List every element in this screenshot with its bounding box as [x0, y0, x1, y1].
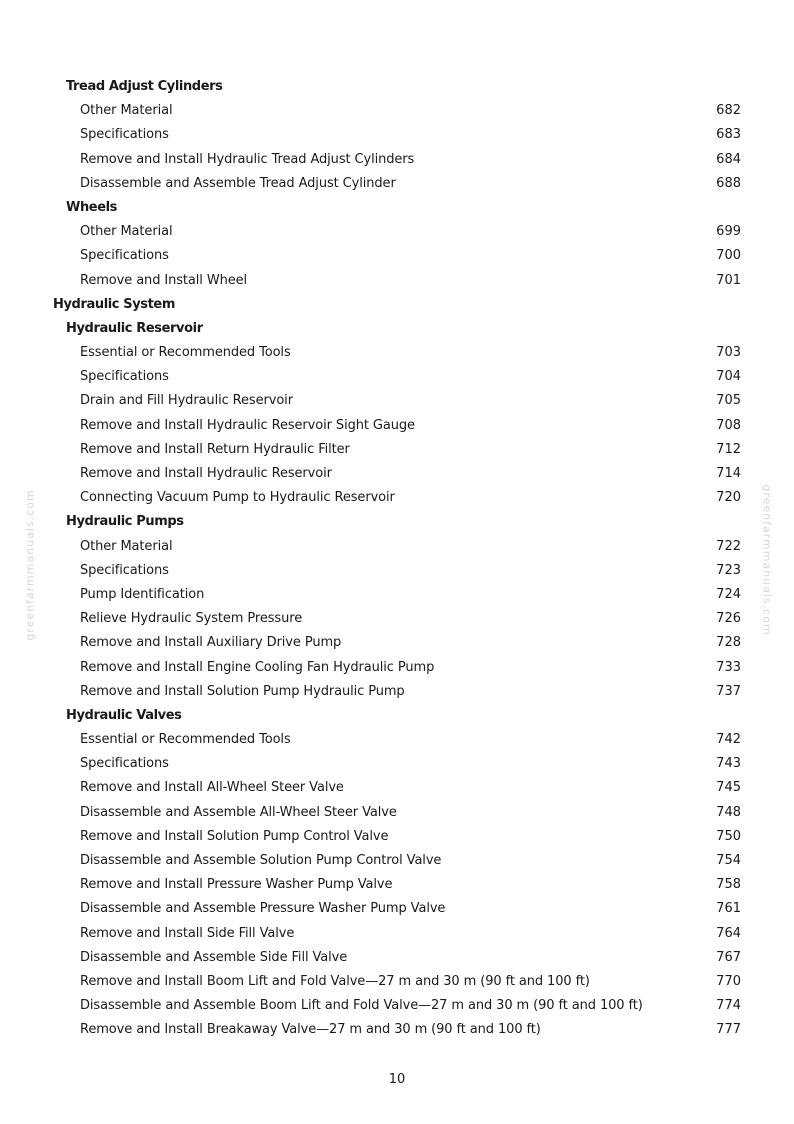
- toc-entry-title: Disassemble and Assemble Pressure Washer Pump Valve: [80, 901, 446, 917]
- toc-entry-page: 700: [716, 248, 741, 264]
- toc-entry[interactable]: [0, 269, 794, 293]
- toc-entry[interactable]: [0, 559, 794, 583]
- toc-entry[interactable]: [0, 486, 794, 510]
- toc-entry-title: Disassemble and Assemble Side Fill Valve: [80, 949, 348, 965]
- toc-entry-title: Remove and Install Engine Cooling Fan Hydraulic Pump: [80, 659, 435, 675]
- toc-entry-title: Other Material: [80, 103, 173, 119]
- toc-entry-page: 712: [716, 441, 741, 457]
- toc-entry-page: 724: [716, 586, 741, 602]
- toc-entry[interactable]: [0, 607, 794, 631]
- watermark-left: greenfarmmanuals.com: [23, 489, 37, 641]
- toc-entry[interactable]: [0, 656, 794, 680]
- toc-entry-title: Remove and Install Breakaway Valve—27 m and 30 m (90 ft and 100 ft): [80, 1022, 541, 1038]
- toc-entry-title: Other Material: [80, 224, 173, 240]
- toc-entry-title: Hydraulic Pumps: [66, 514, 184, 530]
- toc-entry-title: Disassemble and Assemble Boom Lift and Fold Valve—27 m and 30 m (90 ft and 100 ft): [80, 998, 643, 1014]
- toc-entry-title: Other Material: [80, 538, 173, 554]
- toc-entry-title: Pump Identification: [80, 586, 205, 602]
- toc-chapter-heading: [0, 293, 794, 317]
- toc-entry-page: 745: [716, 780, 741, 796]
- toc-entry-page: 764: [716, 925, 741, 941]
- toc-entry-page: 704: [716, 369, 741, 385]
- toc-entry-page: 777: [716, 1022, 741, 1038]
- toc-entry[interactable]: [0, 365, 794, 389]
- toc-entry-title: Disassemble and Assemble Solution Pump Control Valve: [80, 853, 442, 868]
- toc-section-heading: [0, 704, 794, 728]
- toc-entry-title: Wheels: [66, 199, 118, 215]
- toc-entry[interactable]: [0, 220, 794, 244]
- toc-entry-title: Remove and Install Boom Lift and Fold Valve—27 m and 30 m (90 ft and 100 ft): [80, 973, 590, 989]
- toc-entry-title: Essential or Recommended Tools: [80, 345, 291, 361]
- toc-entry[interactable]: [0, 341, 794, 365]
- toc-entry-page: 726: [716, 611, 741, 627]
- toc-entry-page: 688: [716, 175, 741, 191]
- toc-entry-title: Tread Adjust Cylinders: [66, 79, 223, 94]
- toc-entry[interactable]: [0, 438, 794, 462]
- toc-entry-title: Remove and Install Hydraulic Tread Adjust Cylinders: [80, 151, 415, 167]
- toc-entry-title: Remove and Install Side Fill Valve: [80, 925, 295, 941]
- toc-entry-page: 742: [716, 732, 741, 748]
- toc-entry[interactable]: [0, 462, 794, 486]
- toc-entry-page: 728: [716, 635, 741, 651]
- toc-entry-title: Remove and Install Solution Pump Hydraulic Pump: [80, 683, 405, 699]
- toc-entry-page: 743: [716, 756, 741, 772]
- toc-entry-title: Hydraulic System: [53, 296, 175, 312]
- toc-entry-page: 701: [716, 272, 741, 288]
- toc-entry-title: Drain and Fill Hydraulic Reservoir: [80, 393, 293, 409]
- toc-entry-page: 750: [716, 828, 741, 844]
- toc-entry[interactable]: [0, 1018, 794, 1042]
- toc-entry-title: Disassemble and Assemble All-Wheel Steer Valve: [80, 804, 397, 820]
- toc-entry-title: Relieve Hydraulic System Pressure: [80, 611, 303, 627]
- toc-entry-title: Remove and Install All-Wheel Steer Valve: [80, 780, 344, 796]
- toc-entry[interactable]: [0, 825, 794, 849]
- toc-entry[interactable]: [0, 897, 794, 921]
- toc-entry-page: 761: [716, 901, 741, 917]
- toc-entry-page: 770: [716, 973, 741, 989]
- toc-entry-page: 774: [716, 998, 741, 1014]
- toc-section-heading: [0, 317, 794, 341]
- toc-entry[interactable]: [0, 994, 794, 1018]
- toc-entry-page: 754: [716, 853, 741, 868]
- toc-entry[interactable]: [0, 922, 794, 946]
- toc-entry-page: 684: [716, 151, 741, 167]
- toc-entry-page: 699: [716, 224, 741, 240]
- toc-entry[interactable]: [0, 728, 794, 752]
- toc-entry[interactable]: [0, 535, 794, 559]
- toc-entry-page: 703: [716, 345, 741, 361]
- toc-entry-title: Remove and Install Hydraulic Reservoir Sight Gauge: [80, 417, 415, 433]
- toc-entry-page: 722: [716, 538, 741, 554]
- toc-entry[interactable]: [0, 776, 794, 800]
- toc-entry-page: 682: [716, 103, 741, 119]
- toc-entry[interactable]: [0, 801, 794, 825]
- toc-entry-title: Specifications: [80, 756, 169, 772]
- toc-entry[interactable]: [0, 414, 794, 438]
- toc-entry[interactable]: [0, 849, 794, 873]
- table-of-contents: [0, 75, 794, 1043]
- toc-entry-title: Essential or Recommended Tools: [80, 732, 291, 748]
- toc-entry-page: 767: [716, 949, 741, 965]
- toc-entry[interactable]: [0, 873, 794, 897]
- toc-entry-title: Remove and Install Auxiliary Drive Pump: [80, 635, 342, 651]
- toc-entry-title: Remove and Install Pressure Washer Pump Valve: [80, 877, 393, 893]
- toc-entry-title: Remove and Install Hydraulic Reservoir: [80, 466, 332, 481]
- toc-entry-page: 714: [716, 466, 741, 481]
- toc-entry[interactable]: [0, 752, 794, 776]
- toc-entry-title: Remove and Install Return Hydraulic Filter: [80, 441, 350, 457]
- toc-entry-title: Disassemble and Assemble Tread Adjust Cylinder: [80, 175, 396, 191]
- page-number: 10: [388, 1072, 406, 1087]
- toc-section-heading: [0, 510, 794, 534]
- toc-entry-page: 705: [716, 393, 741, 409]
- toc-entry[interactable]: [0, 244, 794, 268]
- toc-entry[interactable]: [0, 123, 794, 147]
- toc-entry-title: Remove and Install Solution Pump Control Valve: [80, 828, 389, 844]
- toc-entry-page: 683: [716, 127, 741, 143]
- toc-entry-page: 720: [716, 490, 741, 506]
- toc-section-heading: [0, 75, 794, 99]
- toc-entry-title: Remove and Install Wheel: [80, 272, 248, 288]
- toc-entry-title: Hydraulic Valves: [66, 707, 182, 723]
- toc-entry-title: Connecting Vacuum Pump to Hydraulic Reservoir: [80, 490, 395, 506]
- toc-entry-title: Specifications: [80, 369, 169, 385]
- toc-entry-page: 708: [716, 417, 741, 433]
- toc-entry[interactable]: [0, 946, 794, 970]
- watermark-right: greenfarmmanuals.com: [760, 484, 774, 636]
- toc-entry[interactable]: [0, 148, 794, 172]
- toc-entry-page: 758: [716, 877, 741, 893]
- toc-entry[interactable]: [0, 970, 794, 994]
- toc-entry[interactable]: [0, 680, 794, 704]
- toc-entry-page: 733: [716, 659, 741, 675]
- toc-entry[interactable]: [0, 631, 794, 655]
- toc-entry-title: Specifications: [80, 562, 169, 578]
- toc-entry[interactable]: [0, 99, 794, 123]
- toc-entry[interactable]: [0, 172, 794, 196]
- toc-entry[interactable]: [0, 583, 794, 607]
- toc-entry-page: 748: [716, 804, 741, 820]
- toc-entry-page: 723: [716, 562, 741, 578]
- toc-entry[interactable]: [0, 389, 794, 413]
- toc-entry-title: Hydraulic Reservoir: [66, 320, 203, 336]
- toc-entry-title: Specifications: [80, 127, 169, 143]
- toc-section-heading: [0, 196, 794, 220]
- toc-entry-title: Specifications: [80, 248, 169, 264]
- toc-entry-page: 737: [716, 683, 741, 699]
